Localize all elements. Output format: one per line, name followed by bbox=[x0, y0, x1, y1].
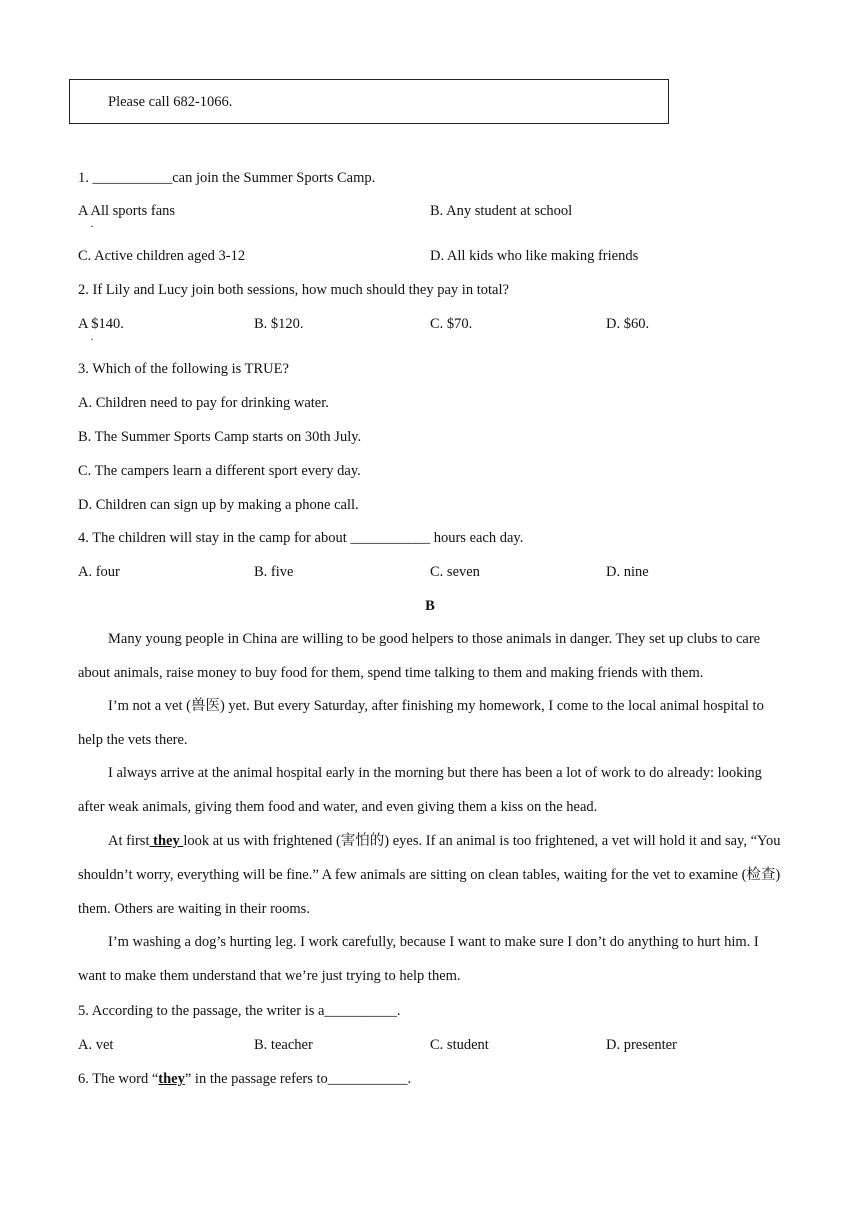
question-5-option-c: C. student bbox=[430, 1037, 489, 1053]
question-1-stem: 1. ___________can join the Summer Sports Camp. bbox=[78, 170, 376, 186]
passage-paragraph-1: Many young people in China are willing to be good helpers to those animals in danger. They set up clubs to care about animals, raise money to buy food for them, spend time talking to them and making friends with them. bbox=[78, 631, 761, 681]
question-6-stem bbox=[78, 1071, 411, 1088]
question-3-option-b: B. The Summer Sports Camp starts on 30th July. bbox=[78, 429, 362, 445]
question-4-option-c: C. seven bbox=[430, 564, 480, 580]
question-3-option-a: A. Children need to pay for drinking water. bbox=[78, 395, 329, 411]
question-6-stem-end: ” in the passage refers to___________. bbox=[184, 1071, 412, 1087]
passage-paragraph-4 bbox=[78, 825, 782, 926]
question-1-option-b: B. Any student at school bbox=[430, 203, 573, 219]
passage-paragraph-3: I always arrive at the animal hospital early in the morning but there has been a lot of work to do already: looking after weak animals, giving them food and water, and even giving them a kiss on the head. bbox=[78, 765, 762, 815]
question-2-option-b: B. $120. bbox=[254, 316, 304, 332]
question-3-option-d: D. Children can sign up by making a phone call. bbox=[78, 497, 359, 513]
question-1-option-d: D. All kids who like making friends bbox=[430, 248, 639, 264]
question-5-option-d: D. presenter bbox=[606, 1037, 677, 1053]
question-2-option-a: A $140. bbox=[78, 316, 124, 332]
paragraph-4-rest: look at us with frightened (害怕的) eyes. If an animal is too frightened, a vet will hold it and say, “You shouldn’t worry, everything will be fine.” A few animals are sitting on clean tables, waiting for the vet to examine (检查) them. Others are waiting in their rooms. bbox=[78, 833, 781, 917]
question-6-stem-start: 6. The word “ bbox=[78, 1071, 159, 1087]
question-3-stem: 3. Which of the following is TRUE? bbox=[78, 361, 289, 377]
question-5-option-a: A. vet bbox=[78, 1037, 114, 1053]
question-5-stem: 5. According to the passage, the writer is a__________. bbox=[78, 1003, 401, 1019]
question-4-stem: 4. The children will stay in the camp for about ___________ hours each day. bbox=[78, 530, 524, 546]
notice-text: Please call 682-1066. bbox=[108, 94, 233, 110]
question-4-option-d: D. nine bbox=[606, 564, 649, 580]
question-1-option-c: C. Active children aged 3-12 bbox=[78, 248, 246, 264]
question-2-option-d: D. $60. bbox=[606, 316, 650, 332]
passage-paragraph-5: I’m washing a dog’s hurting leg. I work carefully, because I want to make sure I don’t do anything to hurt him. I want to make them understand that we’re just trying to help them. bbox=[78, 934, 759, 984]
option-marker-dot: · bbox=[90, 332, 94, 346]
question-4-option-b: B. five bbox=[254, 564, 294, 580]
paragraph-4-lead: At first bbox=[108, 833, 150, 849]
passage-paragraph-2: I’m not a vet (兽医) yet. But every Saturday, after finishing my homework, I come to the local animal hospital to help the vets there. bbox=[78, 698, 764, 748]
notice-box bbox=[69, 79, 669, 124]
question-3-option-c: C. The campers learn a different sport every day. bbox=[78, 463, 361, 479]
question-2-stem: 2. If Lily and Lucy join both sessions, how much should they pay in total? bbox=[78, 282, 509, 298]
section-b-heading: B bbox=[425, 598, 435, 614]
option-marker-dot: · bbox=[90, 219, 94, 233]
question-2-option-c: C. $70. bbox=[430, 316, 473, 332]
question-4-option-a: A. four bbox=[78, 564, 120, 580]
question-1-option-a: A All sports fans bbox=[78, 203, 176, 219]
question-5-option-b: B. teacher bbox=[254, 1037, 313, 1053]
question-6-referenced-word: they bbox=[158, 1071, 185, 1087]
referenced-word-they: they bbox=[149, 833, 184, 849]
